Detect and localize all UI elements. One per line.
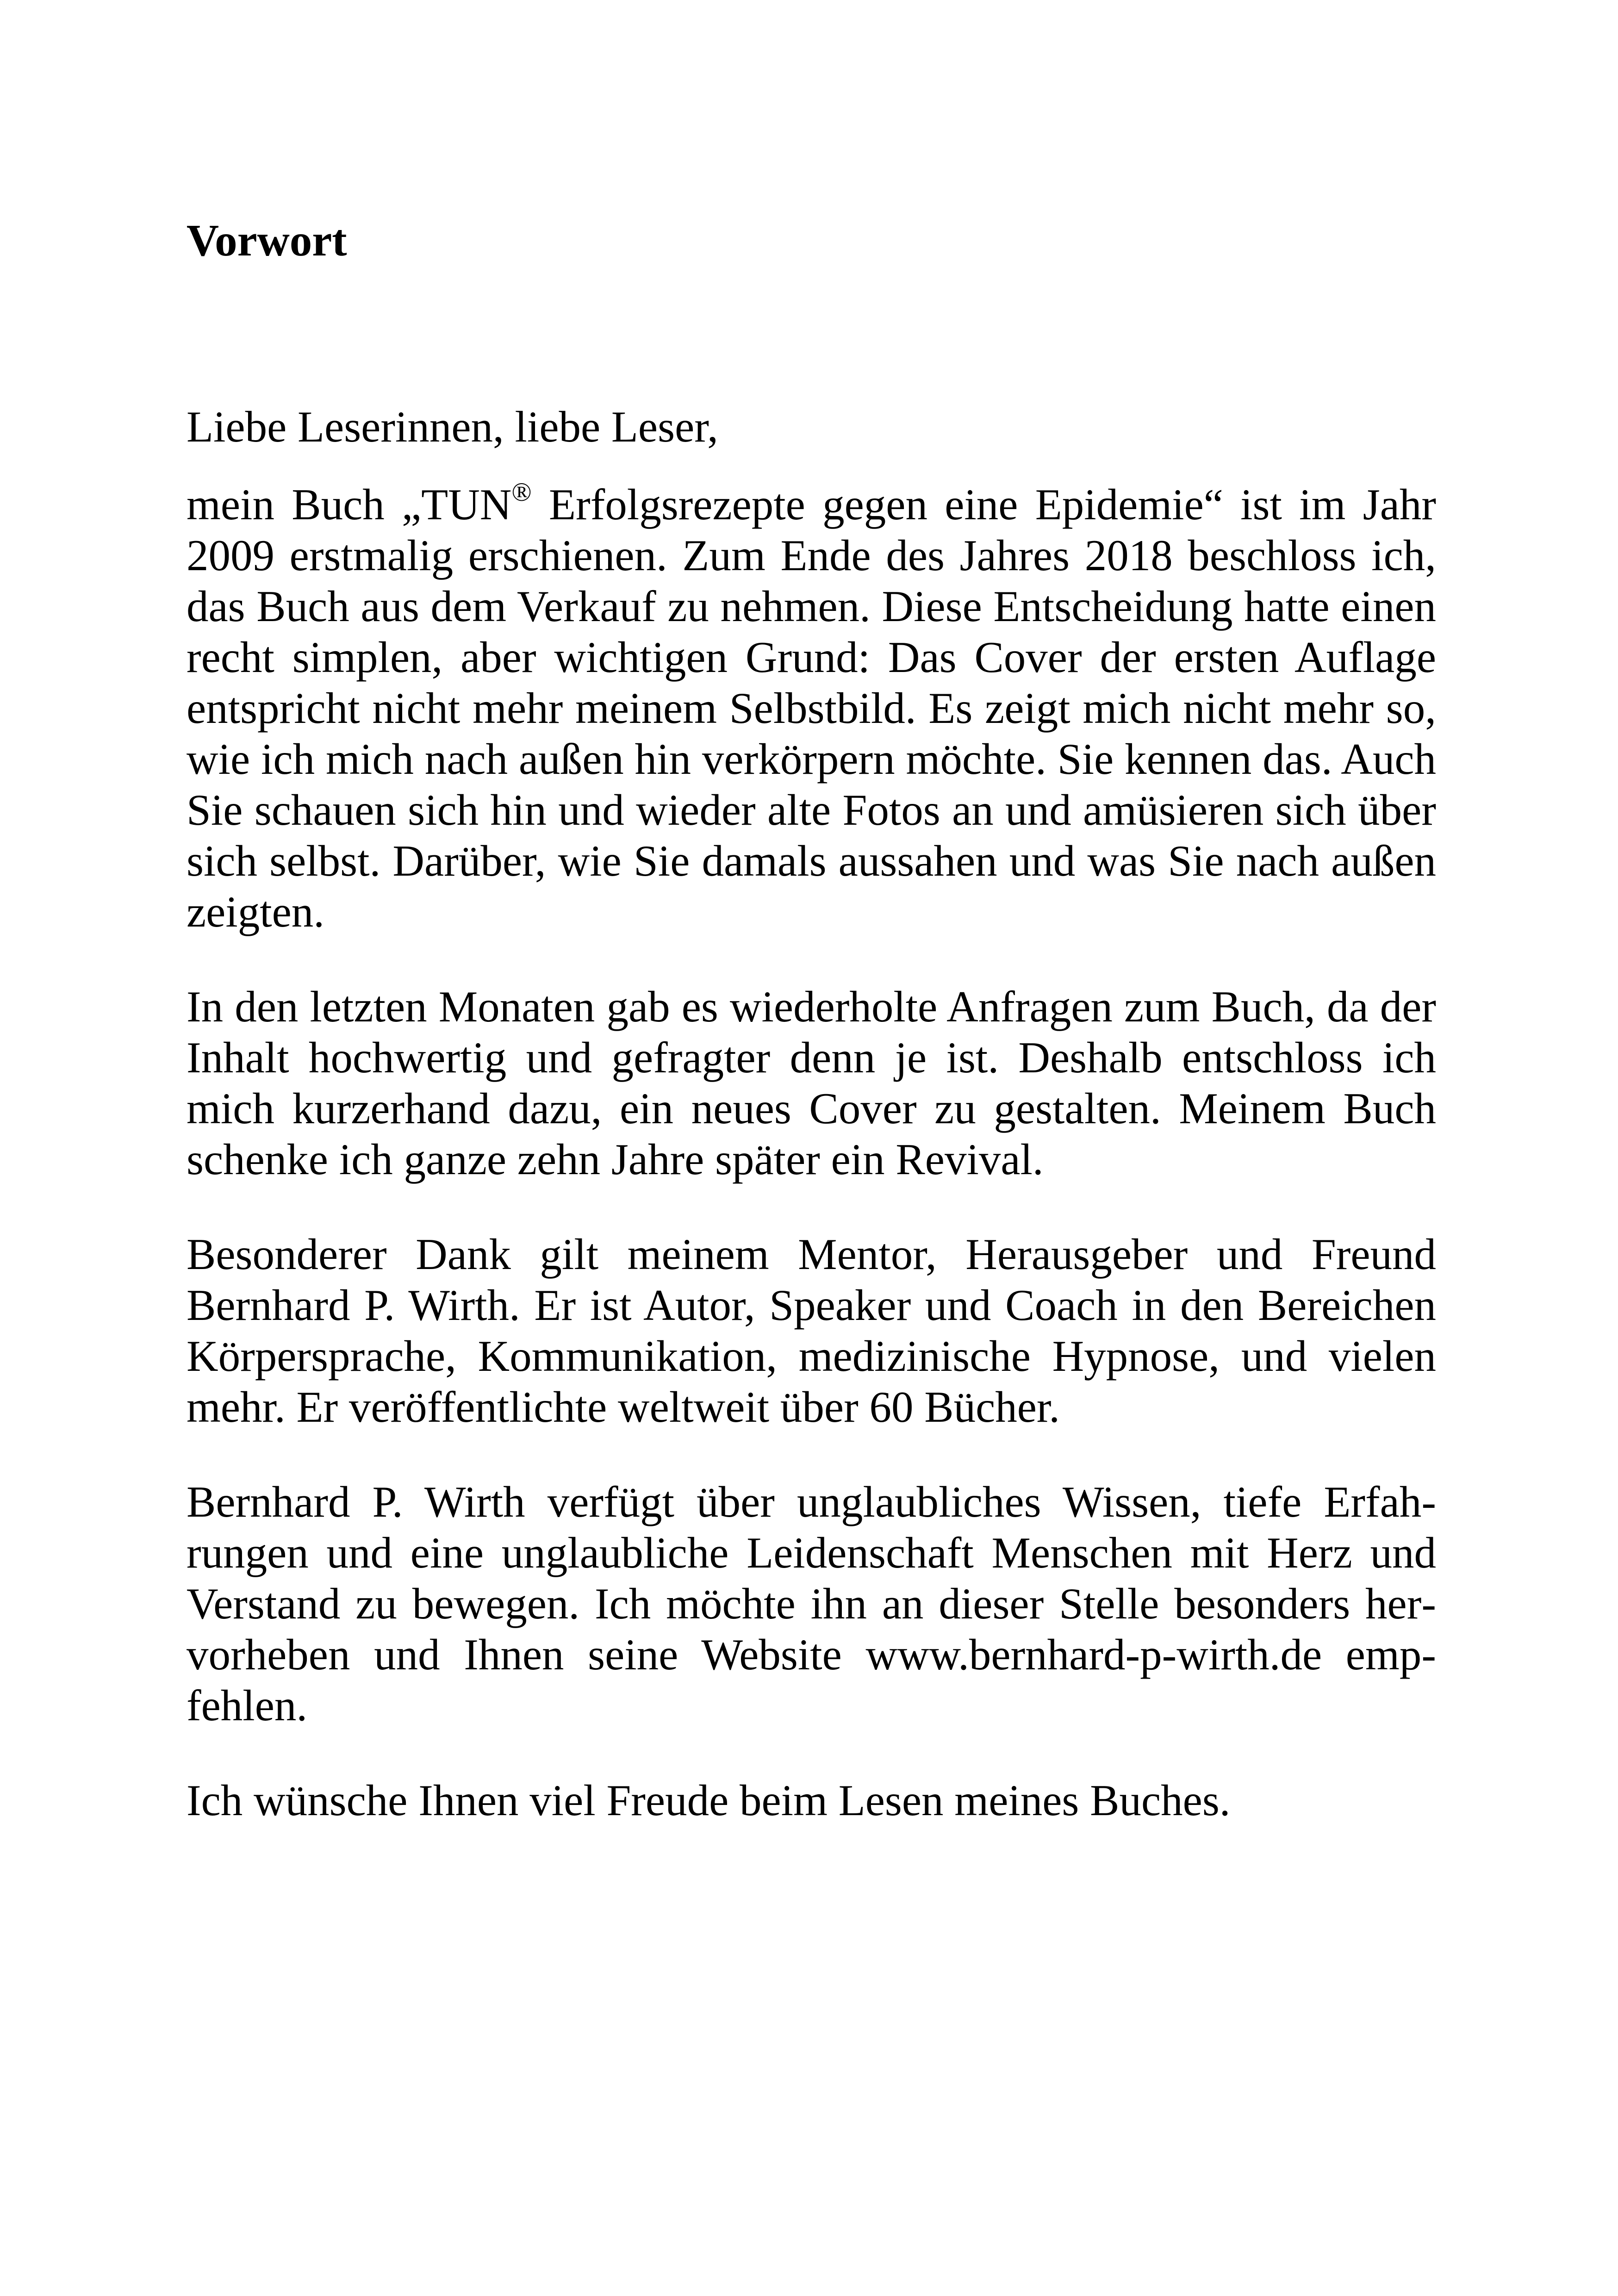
paragraph-requests: In den letzten Monaten gab es wiederholte Anfragen zum Buch, da der Inhalt hochwertig und gefragter denn je ist. Deshalb entschloss ich mich kurzerhand dazu, ein neues Cover zu gestalten. Meinem Buch schenke ich ganze zehn Jahre später ein Revival. <box>187 982 1436 1184</box>
paragraph-mentor: Bernhard P. Wirth verfügt über unglaubliches Wissen, tiefe Erfahrungen und eine unglaubliche Leidenschaft Menschen mit Herz und Verstand zu bewegen. Ich möchte ihn an dieser Stelle besonders hervorheben und Ihnen seine Website www.bernhard-p-wirth.de empfehlen. <box>187 1477 1436 1730</box>
paragraph-intro-rest: Erfolgsrezepte gegen eine Epidemie“ ist im Jahr 2009 erstmalig erschienen. Zum Ende des Jahres 2018 beschloss ich, das Buch aus dem Verkauf zu nehmen. Diese Entscheidung hatte einen recht simplen, aber wichtigen Grund: Das Cover der ersten Auflage entspricht nicht mehr meinem Selbstbild. Es zeigt mich nicht mehr so, wie ich mich nach außen hin verkörpern möchte. Sie kennen das. Auch Sie schauen sich hin und wieder alte Fotos an und amüsieren sich über sich selbst. Darüber, wie Sie damals aussahen und was Sie nach außen zeigten. <box>187 480 1436 936</box>
paragraph-intro <box>187 479 1436 937</box>
page-title: Vorwort <box>187 216 347 265</box>
page-content <box>187 215 1436 1870</box>
registered-mark: ® <box>511 478 532 507</box>
salutation: Liebe Leserinnen, liebe Leser, <box>187 402 718 451</box>
paragraph-intro-start: mein Buch „TUN <box>187 480 512 529</box>
paragraph-closing: Ich wünsche Ihnen viel Freude beim Lesen meines Buches. <box>187 1776 1231 1825</box>
paragraph-thanks: Besonderer Dank gilt meinem Mentor, Herausgeber und Freund Bernhard P. Wirth. Er ist Autor, Speaker und Coach in den Bereichen Körpersprache, Kommunikation, medizinische Hypnose, und vielen mehr. Er veröffentlichte weltweit über 60 Bücher. <box>187 1230 1436 1431</box>
